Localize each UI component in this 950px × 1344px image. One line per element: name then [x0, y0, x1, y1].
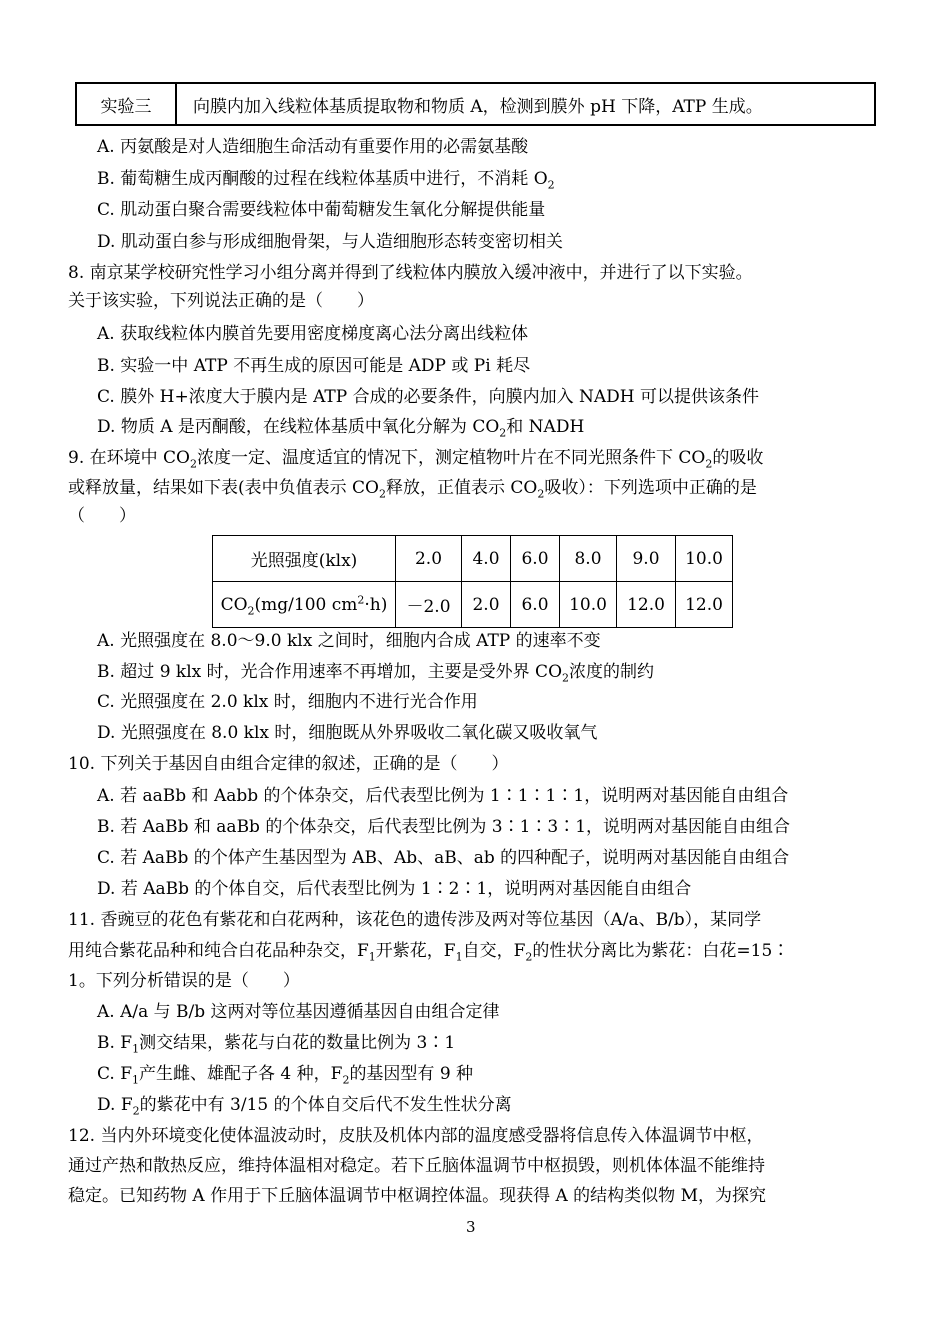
q7-option-a: A. 丙氨酸是对人造细胞生命活动有重要作用的必需氨基酸	[97, 137, 529, 157]
table-row	[213, 582, 733, 628]
table-header-light: 光照强度(klx)	[213, 536, 396, 582]
q11-option-c: C. $F_1$产生雌、雄配子各 4 种，$F_2$的基因型有 9 种	[97, 1064, 474, 1087]
table-cell: 6.0	[511, 536, 560, 582]
q11-option-a: A. A/a 与 B/b 这两对等位基因遵循基因自由组合定律	[97, 1002, 500, 1022]
q12-line2: 通过产热和散热反应，维持体温相对稳定。若下丘脑体温调节中枢损毁，则机体体温不能维持	[68, 1156, 765, 1176]
q12-line3: 稳定。已知药物 A 作用于下丘脑体温调节中枢调控体温。现获得 A 的结构类似物 M，为探究	[68, 1186, 766, 1206]
q8-option-c: C. 膜外 H+浓度大于膜内是 ATP 合成的必要条件，向膜内加入 NADH 可以提供该条件	[97, 387, 760, 407]
q9-stem-line3: （ ）	[68, 506, 136, 526]
page-number: 3	[466, 1218, 476, 1236]
table-cell: 8.0	[560, 536, 617, 582]
q9-option-d: D. 光照强度在 8.0 klx 时，细胞既从外界吸收二氧化碳又吸收氧气	[97, 723, 598, 743]
q10-option-a: A. 若 aaBb 和 Aabb 的个体杂交，后代表型比例为 1∶1∶1∶1，说明两对基因能自由组合	[97, 786, 789, 806]
q8-option-a: A. 获取线粒体内膜首先要用密度梯度离心法分离出线粒体	[97, 324, 529, 344]
q11-stem-line3: 1。下列分析错误的是（ ）	[68, 971, 300, 991]
q9-option-a: A. 光照强度在 8.0～9.0 klx 之间时，细胞内合成 ATP 的速率不变	[97, 631, 601, 651]
table-cell: 10.0	[676, 536, 733, 582]
table-cell: 9.0	[617, 536, 676, 582]
q8-stem-line2: 关于该实验，下列说法正确的是（ ）	[68, 291, 374, 311]
q10-stem: 10. 下列关于基因自由组合定律的叙述，正确的是（ ）	[68, 754, 509, 774]
q10-option-b: B. 若 AaBb 和 aaBb 的个体杂交，后代表型比例为 3∶1∶3∶1，说明两对基因能自由组合	[97, 817, 791, 837]
q11-option-b: B. $F_1$测交结果，紫花与白花的数量比例为 3∶1	[97, 1033, 456, 1056]
experiment-text: 向膜内加入线粒体基质提取物和物质 A，检测到膜外 pH 下降，ATP 生成。	[193, 96, 763, 117]
q12-line1: 12. 当内外环境变化使体温波动时，皮肤及机体内部的温度感受器将信息传入体温调节中枢，	[68, 1126, 764, 1146]
q7-option-d: D. 肌动蛋白参与形成细胞骨架，与人造细胞形态转变密切相关	[97, 232, 563, 252]
table-cell: 10.0	[560, 582, 617, 628]
table-cell: 4.0	[462, 536, 511, 582]
q9-option-c: C. 光照强度在 2.0 klx 时，细胞内不进行光合作用	[97, 692, 478, 712]
q7-option-b: B. 葡萄糖生成丙酮酸的过程在线粒体基质中进行，不消耗 $O_2$	[97, 169, 555, 192]
table-cell: 6.0	[511, 582, 560, 628]
q8-option-d: D. 物质 A 是丙酮酸，在线粒体基质中氧化分解为 $CO_2$和 NADH	[97, 417, 585, 440]
q9-stem-line2: 或释放量，结果如下表(表中负值表示 $CO_2$释放，正值表示 $CO_2$吸收）：下列选项中正确的是	[68, 478, 757, 501]
q11-stem-line1: 11. 香豌豆的花色有紫花和白花两种，该花色的遗传涉及两对等位基因（A/a、B/b），某同学	[68, 910, 762, 930]
q11-stem-line2: 用纯合紫花品种和纯合白花品种杂交，$F_1$开紫花，$F_1$自交，$F_2$的性状分离比为紫花：白花=15∶	[68, 941, 790, 964]
table-header-co2: $CO_2(mg/100$ $cm^2\cdot h$)	[213, 582, 396, 628]
light-co2-table	[212, 535, 733, 628]
q9-option-b: B. 超过 9 klx 时，光合作用速率不再增加，主要是受外界 $CO_2$浓度的制约	[97, 662, 655, 685]
q10-option-d: D. 若 AaBb 的个体自交，后代表型比例为 1∶2∶1，说明两对基因能自由组合	[97, 879, 692, 899]
experiment-label: 实验三	[77, 84, 177, 124]
table-cell: －2.0	[396, 582, 462, 628]
table-cell: 12.0	[676, 582, 733, 628]
table-cell: 2.0	[396, 536, 462, 582]
table-row	[213, 536, 733, 582]
q8-stem-line1: 8. 南京某学校研究性学习小组分离并得到了线粒体内膜放入缓冲液中，并进行了以下实验。	[68, 263, 753, 283]
q11-option-d: D. $F_2$的紫花中有 3/15 的个体自交后代不发生性状分离	[97, 1095, 512, 1118]
q9-stem-line1: 9. 在环境中 $CO_2$浓度一定、温度适宜的情况下，测定植物叶片在不同光照条件下 $CO_2$的吸收	[68, 448, 764, 471]
table-cell: 12.0	[617, 582, 676, 628]
experiment-table-row	[75, 82, 876, 126]
table-cell: 2.0	[462, 582, 511, 628]
q10-option-c: C. 若 AaBb 的个体产生基因型为 AB、Ab、aB、ab 的四种配子，说明两对基因能自由组合	[97, 848, 790, 868]
q8-option-b: B. 实验一中 ATP 不再生成的原因可能是 ADP 或 Pi 耗尽	[97, 356, 531, 376]
q7-option-c: C. 肌动蛋白聚合需要线粒体中葡萄糖发生氧化分解提供能量	[97, 200, 546, 220]
